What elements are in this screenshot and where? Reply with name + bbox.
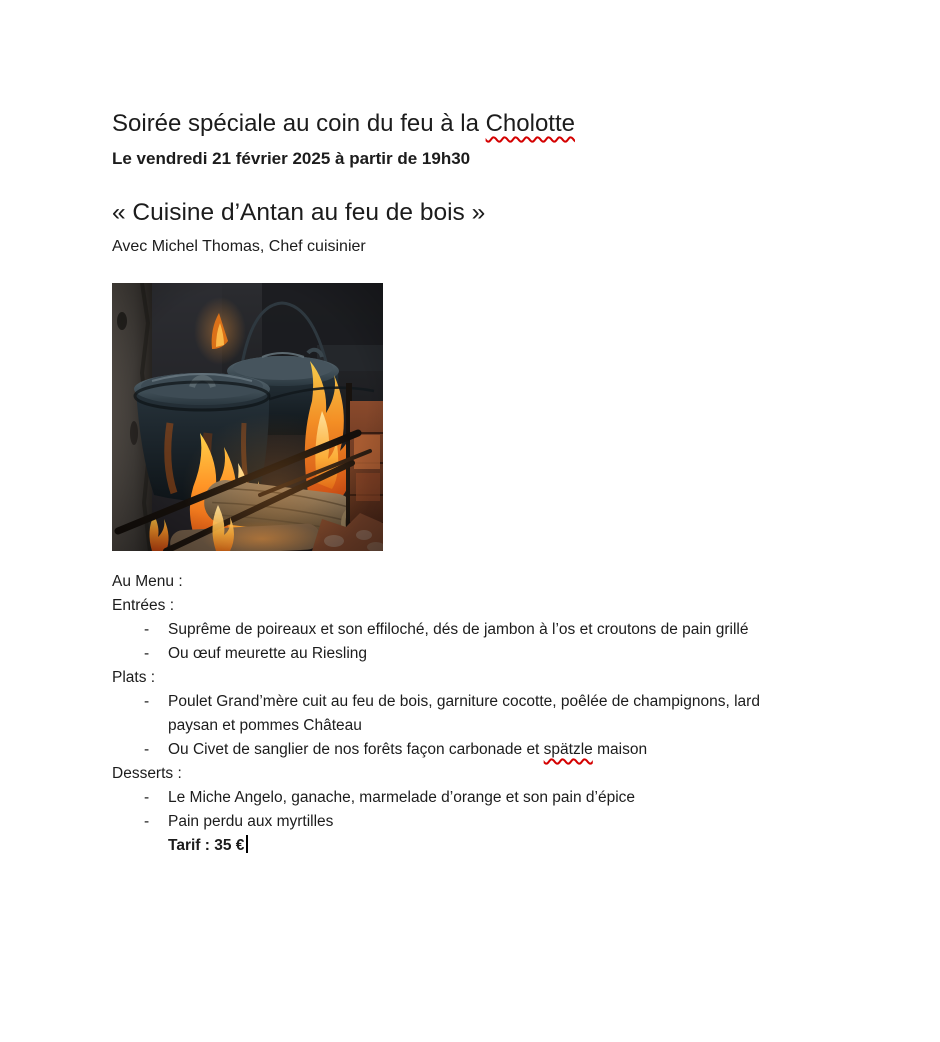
menu-item-text: Suprême de poireaux et son effiloché, dés de jambon à l’os et croutons de pain grillé [168,621,749,638]
menu-item-text: Pain perdu aux myrtilles [168,813,334,830]
bullet-dash: - [144,621,150,638]
menu-item-text [168,738,647,762]
bullet-dash: - [144,741,150,758]
menu-intro: Au Menu : [112,573,183,590]
event-title-text: Soirée spéciale au coin du feu à la [112,110,486,137]
menu-item-text-suffix: maison [592,741,648,758]
event-date: Le vendredi 21 février 2025 à partir de 19h30 [112,149,471,168]
fire-cooking-photo-art [112,283,383,551]
fire-cooking-photo[interactable] [112,283,383,551]
section-label-entrees: Entrées : [112,597,175,614]
price-text: Tarif : 35 € [168,837,245,854]
price-line [112,834,857,858]
menu-item [112,810,857,834]
event-title [112,110,575,138]
menu-section-plats [112,666,857,762]
menu-item [112,690,857,738]
section-label-plats: Plats : [112,669,156,686]
bullet-dash: - [144,693,150,710]
bullet-dash: - [144,645,150,662]
menu-item-text-prefix: Ou Civet de sanglier de nos forêts façon carbonade et [168,741,544,758]
menu-item [112,738,857,762]
section-label-desserts: Desserts : [112,765,182,782]
menu-item [112,618,857,642]
title-misspelled-word: Cholotte [485,110,575,137]
menu-body [112,570,857,858]
chef-byline: Avec Michel Thomas, Chef cuisinier [112,238,366,255]
event-subtitle: « Cuisine d’Antan au feu de bois » [112,199,486,226]
menu-item-text: Le Miche Angelo, ganache, marmelade d’orange et son pain d’épice [168,789,636,806]
bullet-dash: - [144,789,150,806]
menu-section-desserts [112,762,857,834]
menu-item-text: Ou œuf meurette au Riesling [168,645,368,662]
dish-misspelled-word: spätzle [543,741,593,758]
menu-section-entrees [112,594,857,666]
menu-item [112,642,857,666]
bullet-dash: - [144,813,150,830]
menu-item-text: Poulet Grand’mère cuit au feu de bois, garniture cocotte, poêlée de champignons, lard paysan et pommes Château [168,693,760,734]
menu-item [112,786,857,810]
text-cursor [246,835,248,853]
